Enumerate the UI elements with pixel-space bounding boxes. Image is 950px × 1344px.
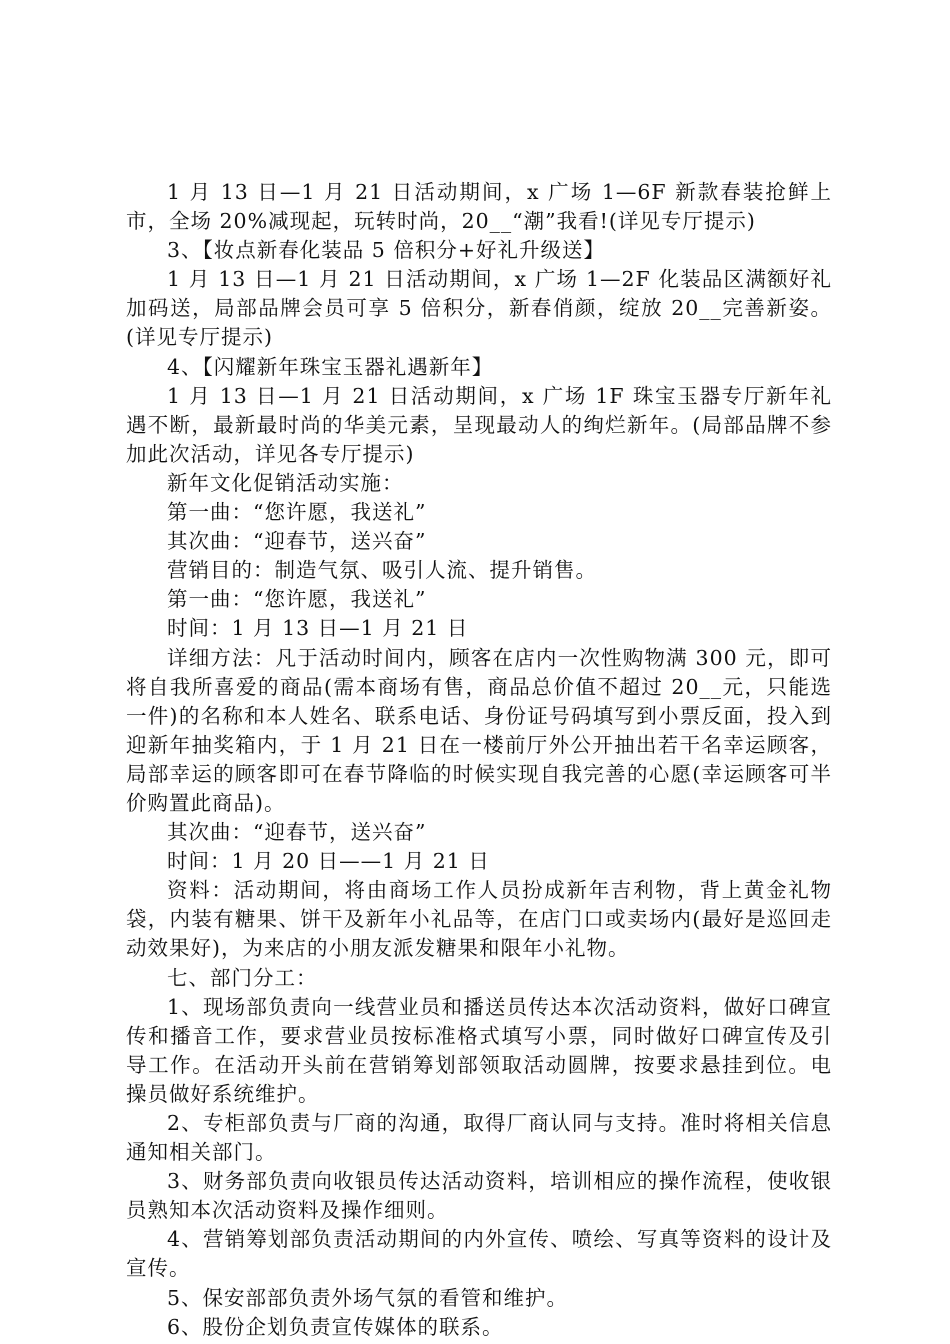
paragraph-spring-fashion: 1 月 13 日—1 月 21 日活动期间，x 广场 1—6F 新款春装抢鲜上市，全场 20%减现起，玩转时尚，20__“潮”我看!(详见专厅提示) xyxy=(126,180,832,234)
paragraph-marketing-goal: 营销目的：制造气氛、吸引人流、提升销售。 xyxy=(167,558,597,583)
paragraph-second-song-time: 时间：1 月 20 日——1 月 21 日 xyxy=(167,849,490,874)
list-item-first-song: 第一曲：“您许愿，我送礼” xyxy=(167,500,427,525)
heading-first-song: 第一曲：“您许愿，我送礼” xyxy=(167,587,427,612)
list-item-department-3: 3、财务部负责向收银员传达活动资料，培训相应的操作流程，使收银员熟知本次活动资料及操作细则。 xyxy=(126,1169,832,1223)
document-body xyxy=(126,178,832,1342)
paragraph-jewelry-promo: 1 月 13 日—1 月 21 日活动期间，x 广场 1F 珠宝玉器专厅新年礼遇不断，最新最时尚的华美元素，呈现最动人的绚烂新年。(局部品牌不参加此次活动，详见各专厅提示) xyxy=(126,383,832,466)
heading-jewelry-promo: 4、【闪耀新年珠宝玉器礼遇新年】 xyxy=(167,354,494,379)
heading-culture-promo: 新年文化促销活动实施： xyxy=(167,470,404,495)
list-item-second-song: 其次曲：“迎春节，送兴奋” xyxy=(167,529,427,554)
paragraph-second-song-content: 资料：活动期间，将由商场工作人员扮成新年吉利物，背上黄金礼物袋，内装有糖果、饼干及新年小礼品等，在店门口或卖场内(最好是巡回走动效果好)，为来店的小朋友派发糖果和限年小礼物。 xyxy=(126,878,832,961)
heading-department-division: 七、部门分工： xyxy=(167,965,318,990)
list-item-department-4: 4、营销筹划部负责活动期间的内外宣传、喷绘、写真等资料的设计及宣传。 xyxy=(126,1227,832,1281)
paragraph-first-song-method: 详细方法：凡于活动时间内，顾客在店内一次性购物满 300 元，即可将自我所喜爱的商品(需本商场有售，商品总价值不超过 20__元，只能选一件)的名称和本人姓名、联系电话、身份证号码填写到小票反面，投入到迎新年抽奖箱内，于 1 月 21 日在一楼前厅外公开抽出若干名幸运顾客，局部幸运的顾客即可在春节降临的时候实现自我完善的心愿(幸运顾客可半价购置此商品)。 xyxy=(126,645,832,815)
heading-second-song: 其次曲：“迎春节，送兴奋” xyxy=(167,820,427,845)
heading-cosmetics-promo: 3、【妆点新春化装品 5 倍积分+好礼升级送】 xyxy=(167,238,606,263)
list-item-department-5: 5、保安部部负责外场气氛的看管和维护。 xyxy=(167,1285,569,1310)
paragraph-first-song-time: 时间：1 月 13 日—1 月 21 日 xyxy=(167,616,469,641)
list-item-department-1: 1、现场部负责向一线营业员和播送员传达本次活动资料，做好口碑宣传和播音工作，要求营业员按标准格式填写小票，同时做好口碑宣传及引导工作。在活动开头前在营销筹划部领取活动圆牌，按要求悬挂到位。电操员做好系统维护。 xyxy=(126,994,832,1106)
list-item-department-6: 6、股份企划负责宣传媒体的联系。 xyxy=(167,1314,504,1339)
paragraph-cosmetics-promo: 1 月 13 日—1 月 21 日活动期间，x 广场 1—2F 化装品区满额好礼加码送，局部品牌会员可享 5 倍积分，新春俏颜，绽放 20__完善新姿。(详见专厅提示) xyxy=(126,267,832,350)
list-item-department-2: 2、专柜部负责与厂商的沟通，取得厂商认同与支持。准时将相关信息通知相关部门。 xyxy=(126,1111,832,1165)
